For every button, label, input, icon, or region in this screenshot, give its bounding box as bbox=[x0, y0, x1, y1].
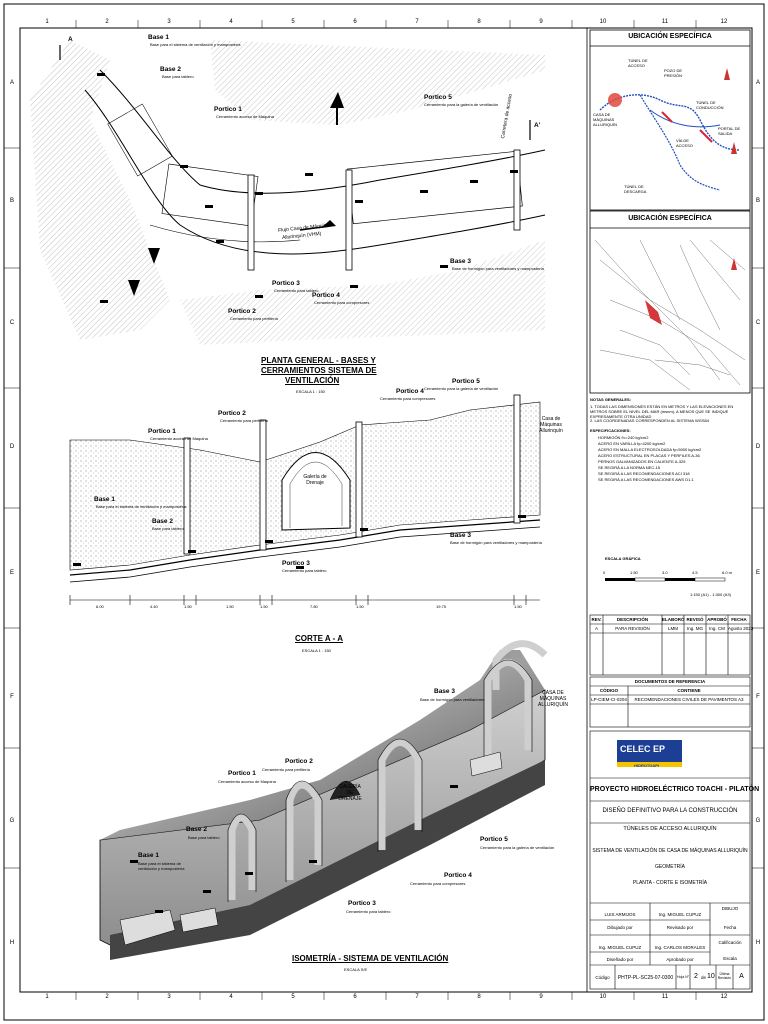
rev-header: REVISÓ bbox=[686, 617, 704, 622]
grid-row-f-right: F bbox=[756, 694, 760, 700]
plan-callout-desc: Cerramiento acceso de Maquina bbox=[216, 114, 274, 119]
location-1-title: UBICACIÓN ESPECÍFICA bbox=[628, 33, 712, 40]
project-phase: DISEÑO DEFINITIVO PARA LA CONSTRUCCIÓN bbox=[602, 808, 738, 814]
logo-text: CELEC EP bbox=[620, 744, 666, 754]
map-label: CASA DE MÁQUINAS ALLURIQUÍN bbox=[593, 112, 618, 127]
flow-label: Flujo Casa de Máquinas bbox=[277, 222, 333, 234]
project-subject: TÚNELES DE ACCESO ALLURIQUÍN bbox=[623, 826, 717, 832]
grid-row-d-right: D bbox=[755, 444, 761, 450]
grid-row-b: B bbox=[9, 198, 14, 204]
house-label: Casa de Máquinas Allurinquín bbox=[539, 416, 563, 434]
section-marker-a-prime: A' bbox=[534, 122, 541, 129]
iso-callout-title: Base 1 bbox=[138, 852, 159, 859]
section-callout-desc: Cerramiento para tablero bbox=[282, 568, 327, 573]
spec-item: ACERO EN MALLA ELECTROSOLDADA fy=5000 kg/cm2 bbox=[598, 447, 702, 452]
sheet-number: 2 bbox=[694, 973, 698, 980]
grid-col-7-bottom: 7 bbox=[415, 994, 419, 1000]
grid-col-6: 6 bbox=[353, 19, 357, 25]
drawing-discipline: GEOMETRÍA bbox=[654, 864, 685, 870]
rev-cell: Ing. CM bbox=[709, 626, 725, 631]
plan-callout-desc: Cerramiento para la galería de ventilación bbox=[424, 102, 499, 107]
grid-row-c-right: C bbox=[755, 320, 761, 326]
grid-row-e-right: E bbox=[755, 570, 760, 576]
section-callout-desc: Base de hormigón para ventiladores y mampostería bbox=[450, 540, 542, 545]
references-header: CONTIENE bbox=[677, 688, 701, 693]
grid-row-a-right: A bbox=[755, 80, 760, 86]
dimension-label: 1.50 bbox=[226, 604, 234, 609]
rev-cell: Ing. MG bbox=[686, 626, 703, 631]
grid-col-5-bottom: 5 bbox=[291, 994, 295, 1000]
dimension-label: 6.00 bbox=[96, 604, 104, 609]
signature-name: Ing. CARLOS MORALES bbox=[654, 945, 706, 950]
references-cell: LP-CIEM-CI-0204 bbox=[591, 697, 627, 702]
plan-callout-desc: Cerramiento para perfilería bbox=[230, 316, 278, 321]
grid-col-10: 10 bbox=[599, 19, 607, 25]
signature-name: Ing. MIGUEL CUPUZ bbox=[598, 945, 642, 950]
section-title: CORTE A - A bbox=[295, 634, 343, 643]
drawing-content: PLANTA - CORTE E ISOMETRÍA bbox=[632, 880, 708, 886]
plan-view-drawing bbox=[30, 40, 545, 345]
plan-callout-title: Portico 5 bbox=[424, 94, 452, 101]
plan-callout-title: Base 3 bbox=[450, 258, 471, 265]
dimension-label: 1.50 bbox=[356, 604, 364, 609]
grid-col-12-bottom: 12 bbox=[720, 994, 728, 1000]
grid-col-11: 11 bbox=[661, 19, 669, 25]
section-marker-a: A bbox=[68, 36, 73, 43]
rev-label: Última Revisión bbox=[717, 972, 732, 980]
scale-tick: 4.5 bbox=[692, 570, 698, 575]
rev-cell: A bbox=[594, 626, 598, 631]
grid-row-h-right: H bbox=[755, 940, 761, 946]
grid-row-d: D bbox=[9, 444, 15, 450]
scale-tick: 1.50 bbox=[630, 570, 638, 575]
map-label: VÍA DE ACCESO bbox=[676, 138, 693, 148]
plan-scale: ESCALA 1 : 150 bbox=[296, 389, 325, 394]
grid-col-6-bottom: 6 bbox=[353, 994, 357, 1000]
grid-col-11-bottom: 11 bbox=[661, 994, 669, 1000]
scale-tick: 3.0 bbox=[662, 570, 668, 575]
plan-callout-title: Portico 4 bbox=[312, 292, 340, 299]
spec-item: ACERO EN VARILLA fy=4200 kg/cm2 bbox=[598, 441, 666, 446]
plan-callout-desc: Base de hormigón para ventiladores y mampostería bbox=[452, 266, 544, 271]
title-block-lines bbox=[590, 731, 760, 989]
section-scale: ESCALA 1 : 150 bbox=[302, 648, 331, 653]
map-label: TÚNEL DE CONDUCCIÓN bbox=[696, 100, 724, 110]
signature-role: Dibujado por bbox=[607, 925, 633, 930]
iso-callout-desc: Cerramiento para perfilería bbox=[262, 767, 310, 772]
rev-cell: PARA REVISIÓN bbox=[615, 626, 650, 631]
grid-col-4-bottom: 4 bbox=[229, 994, 233, 1000]
grid-row-b-right: B bbox=[755, 198, 760, 204]
dimension-label: 1.50 bbox=[514, 604, 522, 609]
sheet-of: de bbox=[701, 975, 707, 980]
grid-col-12: 12 bbox=[720, 19, 728, 25]
iso-callout-desc: Base para el sistema de ventilación y mampostería bbox=[138, 861, 185, 871]
section-callout-title: Portico 3 bbox=[282, 560, 310, 567]
iso-callout-desc: Base de hormigón para ventiladores bbox=[420, 697, 485, 702]
iso-callout-title: Portico 3 bbox=[348, 900, 376, 907]
grid-row-c: C bbox=[9, 320, 15, 326]
section-callout-title: Base 2 bbox=[152, 518, 173, 525]
grid-col-2-bottom: 2 bbox=[105, 994, 109, 1000]
isometric-drawing bbox=[100, 644, 545, 960]
grid-col-7: 7 bbox=[415, 19, 419, 25]
grid-col-1-bottom: 1 bbox=[45, 994, 49, 1000]
graphic-scale-bar bbox=[605, 578, 725, 581]
plan-callout-desc: Cerramiento para tablero bbox=[274, 288, 319, 293]
plan-title-line3: VENTILACIÓN bbox=[285, 376, 340, 385]
signature-role: Aprobado por bbox=[666, 957, 694, 962]
spec-item: SE REGIRÁ A LA NORMA NEC-15 bbox=[598, 465, 661, 470]
dimension-label: 1.50 bbox=[184, 604, 192, 609]
plan-title-line1: PLANTA GENERAL - BASES Y bbox=[261, 356, 376, 365]
code-label: Código bbox=[595, 975, 610, 980]
section-callout-title: Portico 5 bbox=[452, 378, 480, 385]
spec-item: ACERO ESTRUCTURAL EN PLACAS Y PERFILES A-36 bbox=[598, 453, 700, 458]
iso-callout-desc: Cerramiento para compresores bbox=[410, 881, 466, 886]
grid-row-a: A bbox=[9, 80, 14, 86]
grid-col-2: 2 bbox=[105, 19, 109, 25]
location-map-2 bbox=[590, 211, 750, 393]
signature-name: LUIS ARMIJOS bbox=[604, 912, 636, 917]
iso-callout-title: Portico 2 bbox=[285, 758, 313, 765]
side-label: DIBUJO bbox=[721, 906, 739, 911]
grid-col-9: 9 bbox=[539, 19, 543, 25]
plan-callout-title: Base 1 bbox=[148, 34, 169, 41]
iso-callout-desc: Base para tablero bbox=[188, 835, 220, 840]
dimension-label: 7.80 bbox=[310, 604, 318, 609]
plan-callout-title: Portico 2 bbox=[228, 308, 256, 315]
signature-role: Revisado por bbox=[666, 925, 694, 930]
grid-col-3: 3 bbox=[167, 19, 171, 25]
rev-cell: LMM bbox=[668, 626, 678, 631]
iso-gallery-label: GALERÍA DE DRENAJE bbox=[338, 784, 362, 802]
revision-table-lines bbox=[590, 615, 754, 675]
plan-callout-title: Portico 1 bbox=[214, 106, 242, 113]
grid-col-10-bottom: 10 bbox=[599, 994, 607, 1000]
grid-row-h: H bbox=[9, 940, 15, 946]
map-label: TÚNEL DE DESCARGA bbox=[624, 184, 647, 194]
grid-row-e: E bbox=[9, 570, 14, 576]
section-callout-desc: Cerramiento para perfilería bbox=[220, 418, 268, 423]
iso-callout-title: Base 3 bbox=[434, 688, 455, 695]
rev-header: APROBÓ bbox=[707, 617, 727, 622]
section-callout-title: Base 3 bbox=[450, 532, 471, 539]
iso-scale: ESCALA S/E bbox=[344, 967, 368, 972]
grid-col-5: 5 bbox=[291, 19, 295, 25]
plan-callout-title: Base 2 bbox=[160, 66, 181, 73]
iso-callout-title: Portico 5 bbox=[480, 836, 508, 843]
references-title: DOCUMENTOS DE REFERENCIA bbox=[634, 679, 706, 684]
section-callout-desc: Base para tablero bbox=[152, 526, 184, 531]
map-label: POZO DE PRESIÓN bbox=[664, 68, 683, 78]
iso-callout-desc: Cerramiento acceso de Maquina bbox=[218, 779, 276, 784]
spec-heading: ESPECIFICACIONES: bbox=[590, 428, 631, 433]
iso-callout-desc: Cerramiento para tablero bbox=[346, 909, 391, 914]
spec-item: SE REGIRÁ A LAS RECOMENDACIONES ACI 318 bbox=[598, 471, 690, 476]
side-label: Calificación bbox=[718, 940, 742, 945]
sheet-label: Hoja N° bbox=[676, 975, 690, 979]
section-callout-desc: Cerramiento para compresores bbox=[380, 396, 436, 401]
section-callout-title: Portico 4 bbox=[396, 388, 424, 395]
references-cell: RECOMENDACIONES CIVILES DE PAVIMENTOS A3 bbox=[634, 697, 744, 702]
grid-col-9-bottom: 9 bbox=[539, 994, 543, 1000]
section-callout-title: Base 1 bbox=[94, 496, 115, 503]
rev-header: ELABORÓ bbox=[662, 617, 685, 622]
rev-header: REV. bbox=[591, 617, 602, 622]
rev-cell: Agosto 2023 bbox=[728, 626, 754, 631]
references-header: CÓDIGO bbox=[599, 688, 619, 693]
plan-callout-desc: Cerramiento para compresores bbox=[314, 300, 370, 305]
plan-callout-title: Portico 3 bbox=[272, 280, 300, 287]
scale-ratio: 1:150 (A1) - 1:300 (A3) bbox=[690, 592, 731, 597]
signature-name: Ing. MIGUEL CUPUZ bbox=[658, 912, 702, 917]
notes-heading: NOTAS GENERALES: bbox=[590, 397, 632, 402]
logo-subtitle: HIDROTOAPI bbox=[634, 763, 660, 768]
map-label: PORTAL DE SALIDA bbox=[718, 126, 741, 136]
gallery-label: Galería de Drenaje bbox=[303, 474, 327, 486]
scale-tick: 0 bbox=[603, 570, 606, 575]
grid-col-8-bottom: 8 bbox=[477, 994, 481, 1000]
spec-item: SE REGIRÁ A LAS RECOMENDACIONES AWS D1.1 bbox=[598, 477, 694, 482]
section-callout-desc: Cerramiento acceso de Maquina bbox=[150, 436, 208, 441]
sheet-total: 10 bbox=[707, 973, 715, 980]
grid-row-g: G bbox=[9, 818, 15, 824]
grid-row-f: F bbox=[10, 694, 14, 700]
section-callout-desc: Base para el sistema de ventilación y mampostería bbox=[96, 504, 187, 509]
iso-title: ISOMETRÍA - SISTEMA DE VENTILACIÓN bbox=[292, 954, 449, 963]
plan-title-line2: CERRAMIENTOS SISTEMA DE bbox=[261, 366, 377, 375]
dimension-label: 1.50 bbox=[260, 604, 268, 609]
dimension-label: 4.40 bbox=[150, 604, 158, 609]
grid-col-1: 1 bbox=[45, 19, 49, 25]
scale-tick: 6.0 m bbox=[722, 570, 733, 575]
section-callout-title: Portico 2 bbox=[218, 410, 246, 417]
side-label: Escala bbox=[723, 956, 737, 961]
grid-col-4: 4 bbox=[229, 19, 233, 25]
project-title: PROYECTO HIDROELÉCTRICO TOACHI - PILATÓN bbox=[590, 786, 760, 793]
section-view-drawing bbox=[70, 395, 540, 605]
flow-label: Allurinquín (VHM) bbox=[281, 230, 322, 242]
street-label: Carretera de acceso bbox=[500, 93, 514, 140]
scale-bar-label: ESCALA GRÁFICA bbox=[605, 556, 641, 561]
plan-callout-desc: Base para tablero bbox=[162, 74, 194, 79]
map-label: TÚNEL DE ACCESO bbox=[628, 58, 648, 68]
iso-callout-title: Portico 4 bbox=[444, 872, 472, 879]
drawing-code: PHTP-PL-SC25-07-0300 bbox=[617, 975, 674, 981]
rev-header: DESCRIPCIÓN bbox=[616, 617, 649, 622]
revision-letter: A bbox=[739, 973, 744, 980]
rev-header: FECHA bbox=[731, 617, 747, 622]
grid-col-3-bottom: 3 bbox=[167, 994, 171, 1000]
note-item: 1. TODAS LAS DIMENSIONES ESTÁN EN METROS Y LAS ELEVACIONES EN METROS SOBRE EL NIVEL DEL MAR (msnm), A MENOS QUE SE INDIQUE EXPRESAMENTE OTRA UNIDAD bbox=[590, 404, 734, 419]
plan-callout-desc: Base para el sistema de ventilación y mampostería bbox=[150, 42, 241, 47]
iso-callout-title: Base 2 bbox=[186, 826, 207, 833]
section-callout-desc: Cerramiento para la galería de ventilación bbox=[424, 386, 499, 391]
iso-house-label: CASA DE MÁQUINAS ALLURIQUÍN bbox=[538, 690, 569, 708]
dimension-label: 19.75 bbox=[436, 604, 447, 609]
iso-callout-title: Portico 1 bbox=[228, 770, 256, 777]
spec-item: PERNOS GALVANIZADOS EN CALIENTE A-325 bbox=[598, 459, 686, 464]
note-item: 2. LAS COORDENADAS CORRESPONDEN AL SISTEMA WGS84 bbox=[590, 418, 709, 423]
drawing-description: SISTEMA DE VENTILACIÓN DE CASA DE MÁQUINAS ALLURIQUÍN bbox=[592, 848, 748, 854]
spec-item: HORMIGÓN f'c=240 kg/cm2 bbox=[598, 435, 649, 440]
grid-col-8: 8 bbox=[477, 19, 481, 25]
iso-callout-desc: Cerramiento para la galería de ventilación bbox=[480, 845, 555, 850]
side-label: Fecha bbox=[723, 925, 737, 930]
signature-role: Diseñado por bbox=[606, 957, 634, 962]
section-callout-title: Portico 1 bbox=[148, 428, 176, 435]
grid-row-g-right: G bbox=[755, 818, 761, 824]
location-2-title: UBICACIÓN ESPECÍFICA bbox=[628, 215, 712, 222]
